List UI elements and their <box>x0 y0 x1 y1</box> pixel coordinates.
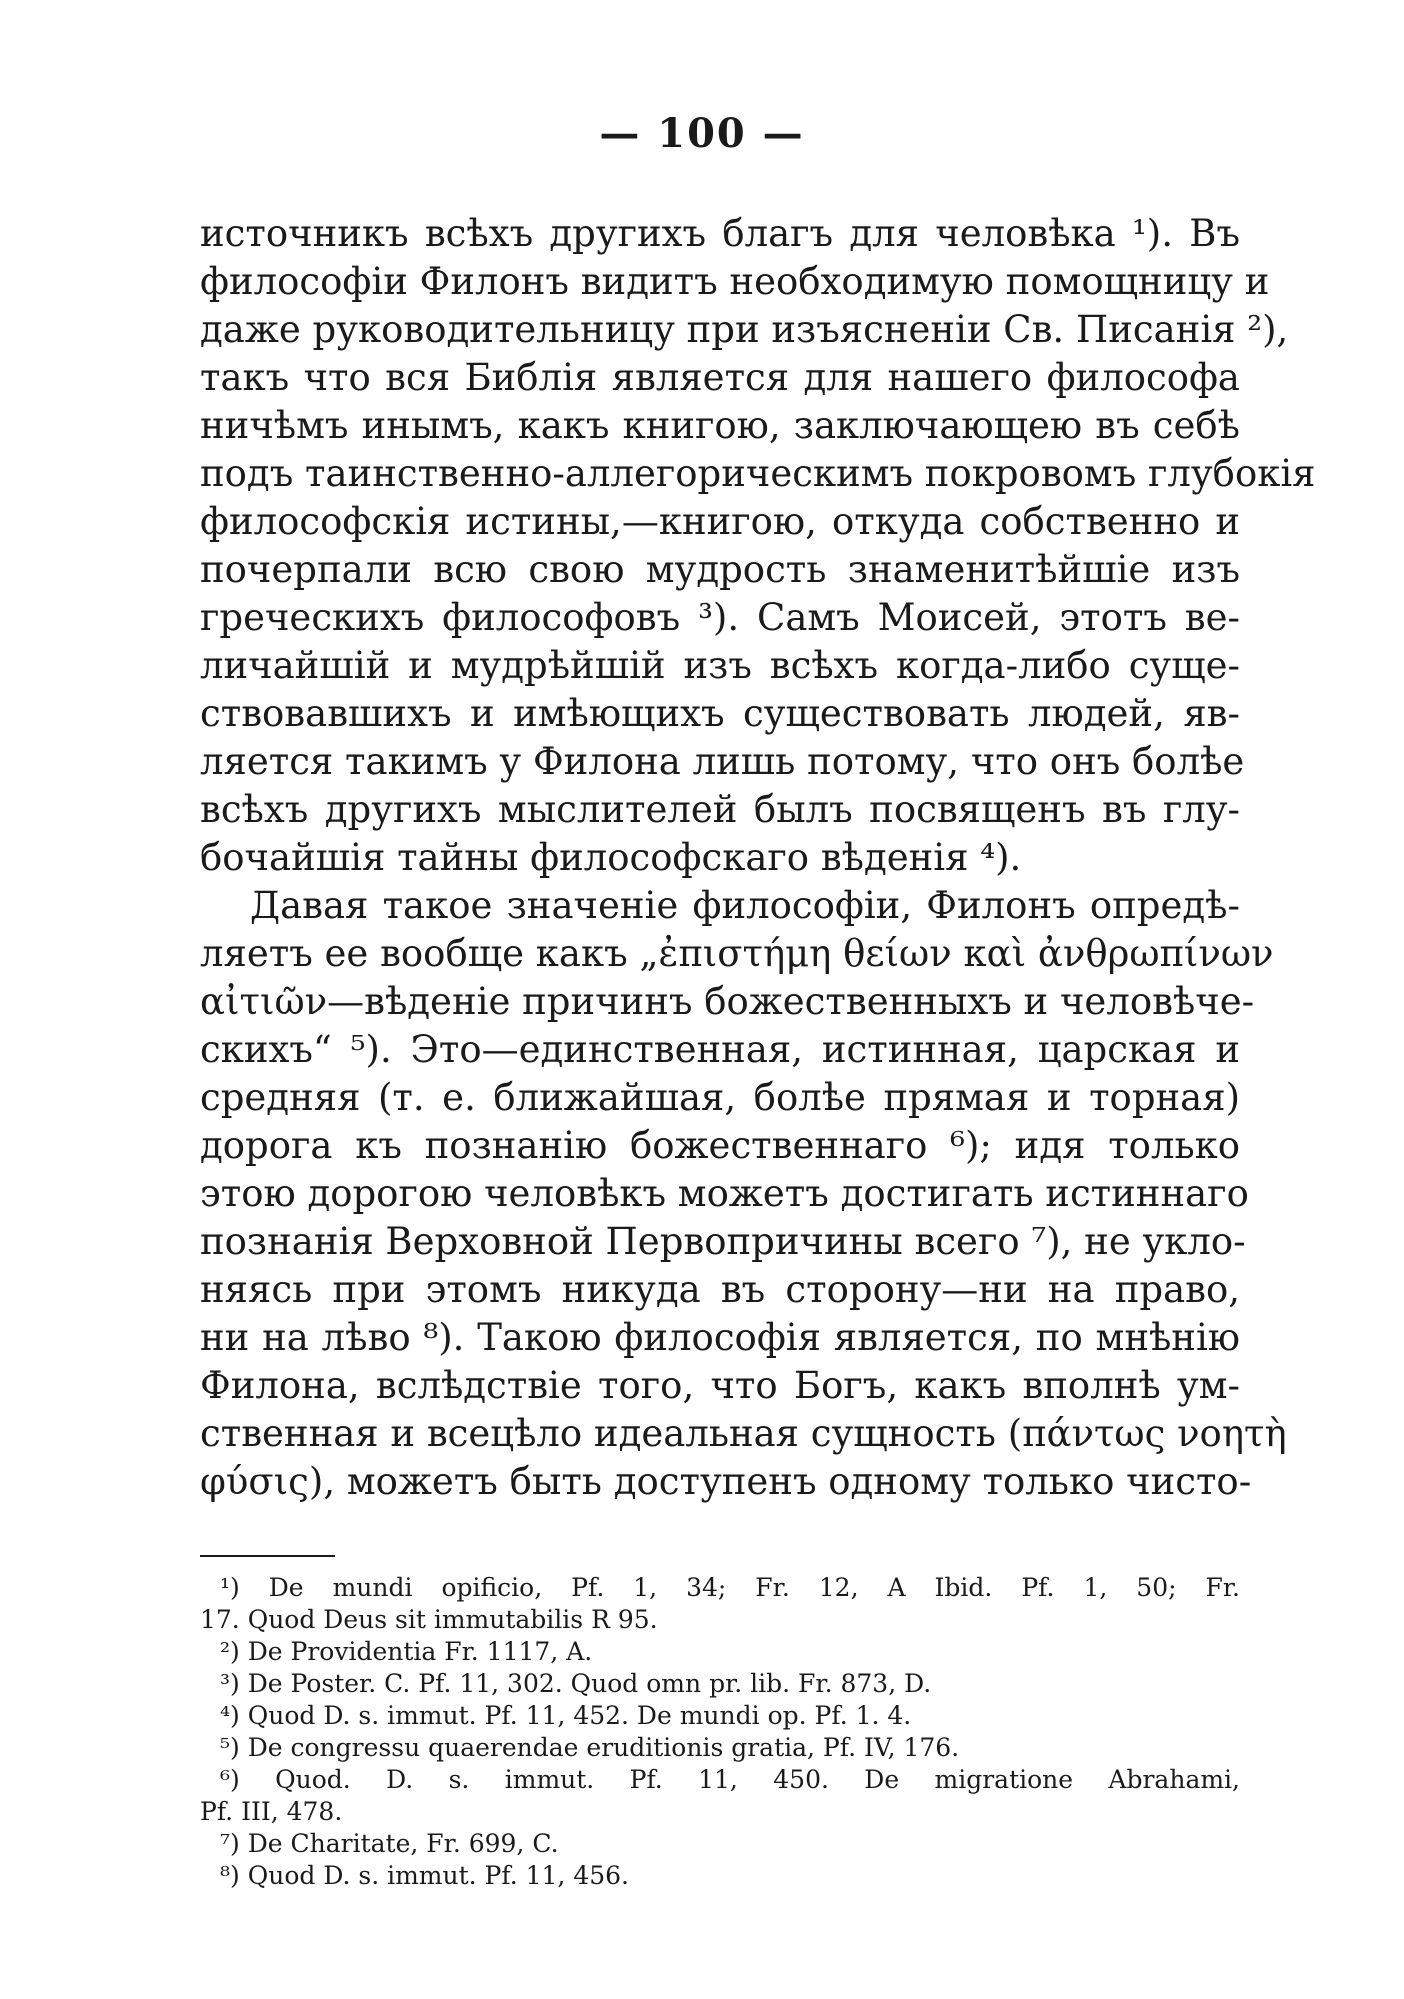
text-line: этою дорогою человѣкъ можетъ достигать истиннаго <box>200 1172 1249 1215</box>
footnote-line: Pf. III, 478. <box>200 1797 343 1826</box>
text-line: ляется такимъ у Филона лишь потому, что онъ болѣе <box>200 740 1245 783</box>
footnote-line: ³) De Poster. C. Pf. 11, 302. Quod omn pr. lib. Fr. 873, D. <box>220 1669 932 1698</box>
text-line: познанія Верховной Первопричины всего ⁷), не укло- <box>200 1220 1246 1263</box>
footnote-line: ⁶) Quod. D. s. immut. Pf. 11, 450. De migratione Abrahami, <box>220 1765 1240 1794</box>
text-line: Давая такое значеніе философіи, Филонъ опредѣ- <box>250 884 1240 927</box>
text-line: αἰτιῶν—вѣденіе причинъ божественныхъ и человѣче- <box>200 980 1255 1023</box>
text-line: такъ что вся Библія является для нашего философа <box>200 356 1240 399</box>
footnotes <box>200 1572 1240 1892</box>
text-line: источникъ всѣхъ другихъ благъ для человѣка ¹). Въ <box>200 212 1240 255</box>
text-line: подъ таинственно-аллегорическимъ покровомъ глубокія <box>200 452 1316 495</box>
footnote-line: 17. Quod Deus sit immutabilis R 95. <box>200 1605 658 1634</box>
footnote-line: ⁵) De congressu quaerendae eruditionis gratia, Pf. IV, 176. <box>220 1733 960 1762</box>
text-line: няясь при этомъ никуда въ сторону—ни на право, <box>200 1268 1240 1311</box>
text-line: бочайшія тайны философскаго вѣденія ⁴). <box>200 836 1022 879</box>
text-line: всѣхъ другихъ мыслителей былъ посвященъ въ глу- <box>200 788 1240 831</box>
footnote-line: ⁸) Quod D. s. immut. Pf. 11, 456. <box>220 1861 629 1890</box>
text-line: ни на лѣво ⁸). Такою философія является, по мнѣнію <box>200 1316 1240 1359</box>
footnote-line: ¹) De mundi opificio, Pf. 1, 34; Fr. 12, A Ibid. Pf. 1, 50; Fr. <box>220 1573 1240 1602</box>
text-line: почерпали всю свою мудрость знаменитѣйшіе изъ <box>200 548 1240 591</box>
footnote-line: ²) De Providentia Fr. 1117, A. <box>220 1637 593 1666</box>
text-line: философіи Филонъ видитъ необходимую помощницу и <box>200 260 1270 303</box>
page-number: — 100 — <box>599 110 805 157</box>
footnote-divider <box>200 1555 335 1557</box>
text-line: Филона, вслѣдствіе того, что Богъ, какъ вполнѣ ум- <box>200 1364 1240 1407</box>
footnote-line: ⁷) De Charitate, Fr. 699, C. <box>220 1829 559 1858</box>
body-text <box>200 210 1316 1506</box>
text-line: ляетъ ее вообще какъ „ἐπιστήμη θείων καὶ ἀνθρωπίνων <box>200 932 1274 975</box>
text-line: личайшій и мудрѣйшій изъ всѣхъ когда-либо суще- <box>200 644 1240 687</box>
text-line: греческихъ философовъ ³). Самъ Моисей, этотъ ве- <box>200 596 1240 639</box>
text-line: средняя (т. е. ближайшая, болѣе прямая и торная) <box>200 1076 1240 1119</box>
text-line: ственная и всецѣло идеальная сущность (πάντως νοητὴ <box>200 1412 1287 1455</box>
text-line: φύσις), можетъ быть доступенъ одному только чисто- <box>200 1460 1252 1503</box>
text-line: дорога къ познанію божественнаго ⁶); идя только <box>200 1124 1240 1167</box>
text-line: даже руководительницу при изъясненіи Св. Писанія ²), <box>200 308 1289 351</box>
text-line: скихъ“ ⁵). Это—единственная, истинная, царская и <box>200 1028 1240 1071</box>
text-line: ничѣмъ инымъ, какъ книгою, заключающею въ себѣ <box>200 404 1240 447</box>
text-line: ствовавшихъ и имѣющихъ существовать людей, яв- <box>200 692 1240 735</box>
text-line: философскія истины,—книгою, откуда собственно и <box>200 500 1240 543</box>
footnote-line: ⁴) Quod D. s. immut. Pf. 11, 452. De mundi op. Pf. 1. 4. <box>220 1701 912 1730</box>
